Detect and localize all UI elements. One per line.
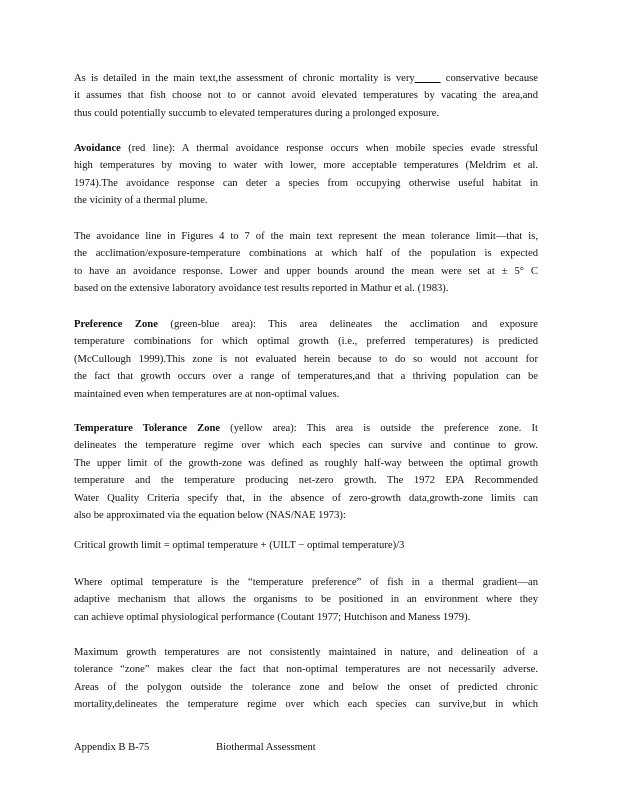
text-line: Water Quality Criteria specify that, in the absence of zero-growth data,growth-zone limits can: [74, 492, 538, 504]
text-line: thus could potentially succumb to elevated temperatures during a prolonged exposure.: [74, 107, 440, 119]
text-line: [74, 70, 538, 87]
text-line: to have an avoidance response. Lower and upper bounds around the mean were set at ± 5° C: [74, 265, 538, 277]
text-segment: conservative because: [445, 73, 538, 84]
text-line: Where optimal temperature is the “temperature preference” of fish in a thermal gradient—an: [74, 577, 538, 588]
text-line: based on the extensive laboratory avoidance test results reported in Mathur et al. (1983).: [74, 283, 449, 295]
footer-section-title: Biothermal Assessment: [216, 742, 316, 753]
text-line: the vicinity of a thermal plume.: [74, 195, 208, 207]
text-segment: (red line): A thermal avoidance response occurs when mobile species evade stressful: [120, 143, 538, 154]
footer-page-number: Appendix B B-75: [74, 742, 150, 753]
growth-limit-equation: Critical growth limit = optimal temperature + (UILT − optimal temperature)/3: [74, 540, 405, 551]
paragraph-preference-zone: [74, 316, 538, 403]
text-line: (McCullough 1999).This zone is not evaluated herein because to do so would not account for: [74, 353, 538, 365]
text-line: temperature combinations for which optimal growth (i.e., preferred temperatures) is predicted: [74, 336, 538, 348]
text-line: also be approximated via the equation below (NAS/NAE 1973):: [74, 509, 346, 521]
text-line: the fact that growth occurs over a range of temperatures,and that a thriving population can be: [74, 371, 538, 383]
text-segment: As is detailed in the main text,the assessment of chronic mortality is very: [74, 73, 415, 84]
paragraph-optimal-temperature: [74, 574, 538, 626]
text-line: [74, 316, 538, 333]
text-line: [74, 140, 538, 157]
text-segment: (green-blue area): This area delineates the acclimation and exposure: [157, 319, 538, 330]
text-line: adaptive mechanism that allows the organisms to be positioned in an environment where they: [74, 594, 538, 606]
text-line: The upper limit of the growth-zone was defined as roughly half-way between the optimal growth: [74, 457, 538, 469]
text-line: it assumes that fish choose not to or cannot avoid elevated temperatures by vacating the area,and: [74, 90, 538, 102]
text-line: The avoidance line in Figures 4 to 7 of the main text represent the mean tolerance limit—that is,: [74, 231, 538, 242]
text-line: can achieve optimal physiological performance (Coutant 1977; Hutchison and Maness 1979).: [74, 611, 471, 623]
text-segment: (yellow area): This area is outside the preference zone. It: [220, 423, 538, 434]
term-heading: Avoidance: [74, 143, 121, 154]
text-line: delineates the temperature regime over which each species can survive and continue to grow.: [74, 440, 538, 452]
paragraph-avoidance-line: [74, 228, 538, 298]
paragraph-temperature-tolerance-zone: [74, 420, 538, 524]
text-line: 1974).The avoidance response can deter a species from occupying otherwise useful habitat in: [74, 177, 538, 189]
text-line: high temperatures by moving to water with lower, more acceptable temperatures (Meldrim et al.: [74, 160, 538, 172]
term-heading: Temperature Tolerance Zone: [74, 423, 221, 434]
text-line: tolerance “zone” makes clear the fact that non-optimal temperatures are not necessarily adverse.: [74, 664, 538, 676]
paragraph-avoidance: [74, 140, 538, 210]
text-line: the acclimation/exposure-temperature combinations at which half of the population is expected: [74, 248, 538, 260]
text-line: mortality,delineates the temperature regime over which each species can survive,but in which: [74, 699, 538, 711]
text-line: temperature and the temperature producing net-zero growth. The 1972 EPA Recommended: [74, 475, 538, 487]
term-heading: Preference Zone: [74, 319, 158, 330]
paragraph-maximum-growth: [74, 644, 538, 714]
paragraph-chronic-mortality: [74, 70, 538, 122]
text-line: [74, 420, 538, 437]
text-line: Maximum growth temperatures are not consistently maintained in nature, and delineation of a: [74, 647, 538, 658]
blank-underline: [415, 73, 441, 84]
text-line: maintained even when temperatures are at non-optimal values.: [74, 388, 340, 400]
text-line: Areas of the polygon outside the tolerance zone and below the onset of predicted chronic: [74, 681, 538, 693]
